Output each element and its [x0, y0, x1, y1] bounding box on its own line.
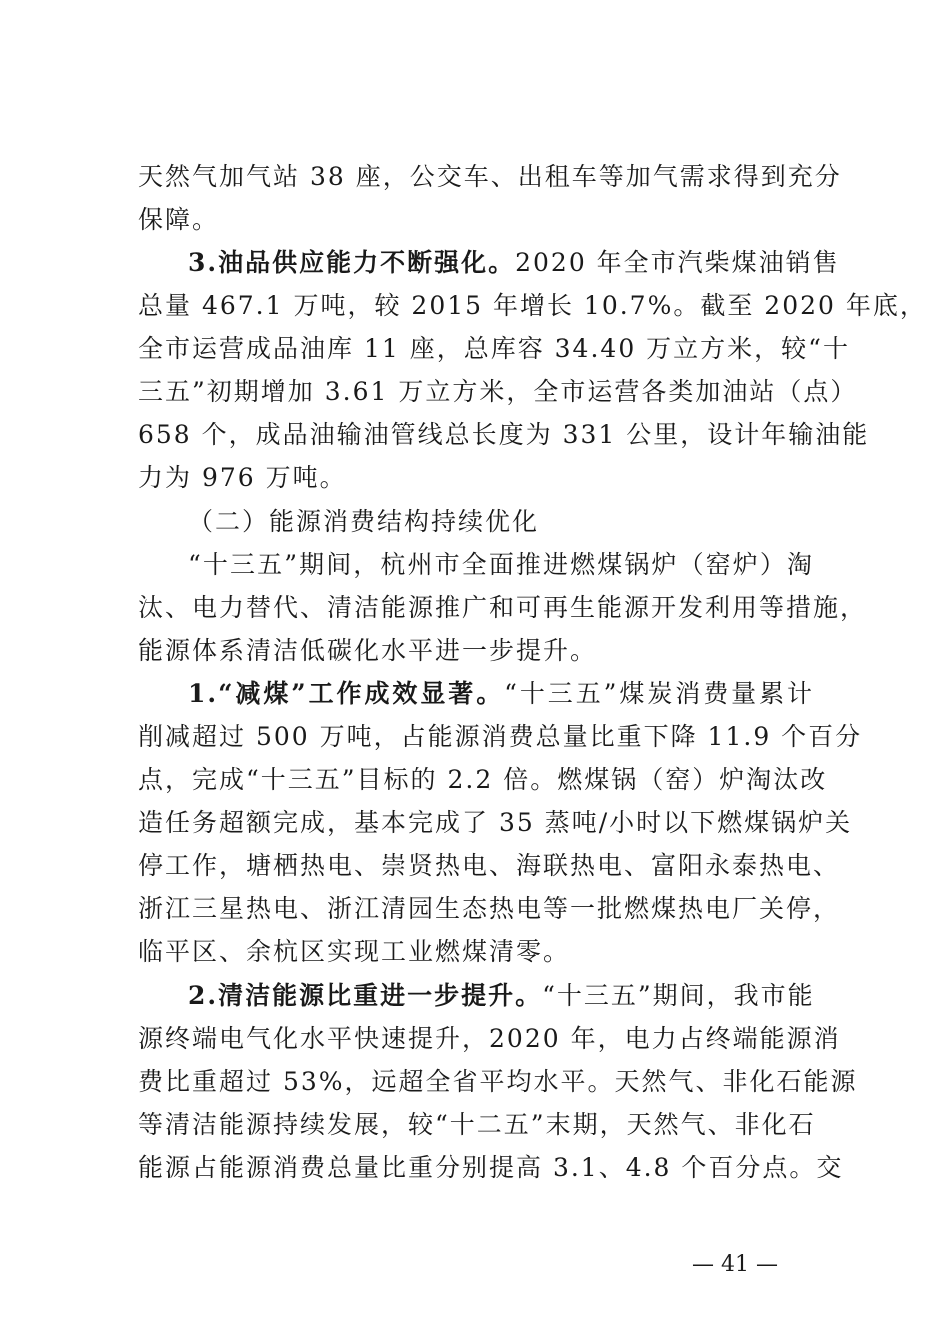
- body-text-line: 点，完成“十三五”目标的 2.2 倍。燃煤锅（窑）炉淘汰改: [138, 765, 828, 794]
- body-text-line: 力为 976 万吨。: [138, 463, 347, 492]
- body-text-line: 保障。: [138, 205, 220, 234]
- body-text: “十三五”期间，我市能: [542, 981, 815, 1010]
- body-text-line: 能源占能源消费总量比重分别提高 3.1、4.8 个百分点。交: [138, 1153, 844, 1182]
- body-text-line: 全市运营成品油库 11 座，总库容 34.40 万立方米，较“十: [138, 334, 850, 363]
- body-text-line: 总量 467.1 万吨，较 2015 年增长 10.7%。截至 2020 年底，: [138, 291, 927, 320]
- body-text-line: 造任务超额完成，基本完成了 35 蒸吨/小时以下燃煤锅炉关: [138, 808, 853, 837]
- body-text-line: 658 个，成品油输油管线总长度为 331 公里，设计年输油能: [138, 420, 870, 449]
- body-text-line: 费比重超过 53%，远超全省平均水平。天然气、非化石能源: [138, 1067, 858, 1096]
- body-text-line: 汰、电力替代、清洁能源推广和可再生能源开发利用等措施，: [138, 593, 868, 622]
- paragraph-heading: 2.清洁能源比重进一步提升。: [188, 981, 543, 1010]
- subheading-line: [188, 974, 814, 1018]
- body-text: “十三五”煤炭消费量累计: [504, 679, 815, 708]
- section-title: （二）能源消费结构持续优化: [188, 507, 540, 536]
- body-text-line: 削减超过 500 万吨，占能源消费总量比重下降 11.9 个百分: [138, 722, 863, 751]
- body-text-line: 源终端电气化水平快速提升，2020 年，电力占终端能源消: [138, 1024, 841, 1053]
- body-text-line: 天然气加气站 38 座，公交车、出租车等加气需求得到充分: [138, 162, 842, 191]
- body-text-line: “十三五”期间，杭州市全面推进燃煤锅炉（窑炉）淘: [188, 550, 814, 579]
- body-text: 2020 年全市汽柴煤油销售: [515, 248, 840, 277]
- paragraph-heading: 1.“减煤”工作成效显著。: [188, 679, 505, 708]
- body-text-line: 临平区、余杭区实现工业燃煤清零。: [138, 937, 571, 966]
- subheading-line: [188, 672, 814, 716]
- paragraph-heading: 3.油品供应能力不断强化。: [188, 248, 516, 277]
- body-text-line: 浙江三星热电、浙江清园生态热电等一批燃煤热电厂关停，: [138, 894, 841, 923]
- page-number: — 41 —: [692, 1252, 778, 1277]
- subheading-line: [188, 241, 840, 285]
- body-text-line: 三五”初期增加 3.61 万立方米，全市运营各类加油站（点）: [138, 377, 858, 406]
- body-text-line: 等清洁能源持续发展，较“十二五”末期，天然气、非化石: [138, 1110, 816, 1139]
- body-text-line: 能源体系清洁低碳化水平进一步提升。: [138, 636, 598, 665]
- body-text-line: 停工作，塘栖热电、崇贤热电、海联热电、富阳永泰热电、: [138, 851, 841, 880]
